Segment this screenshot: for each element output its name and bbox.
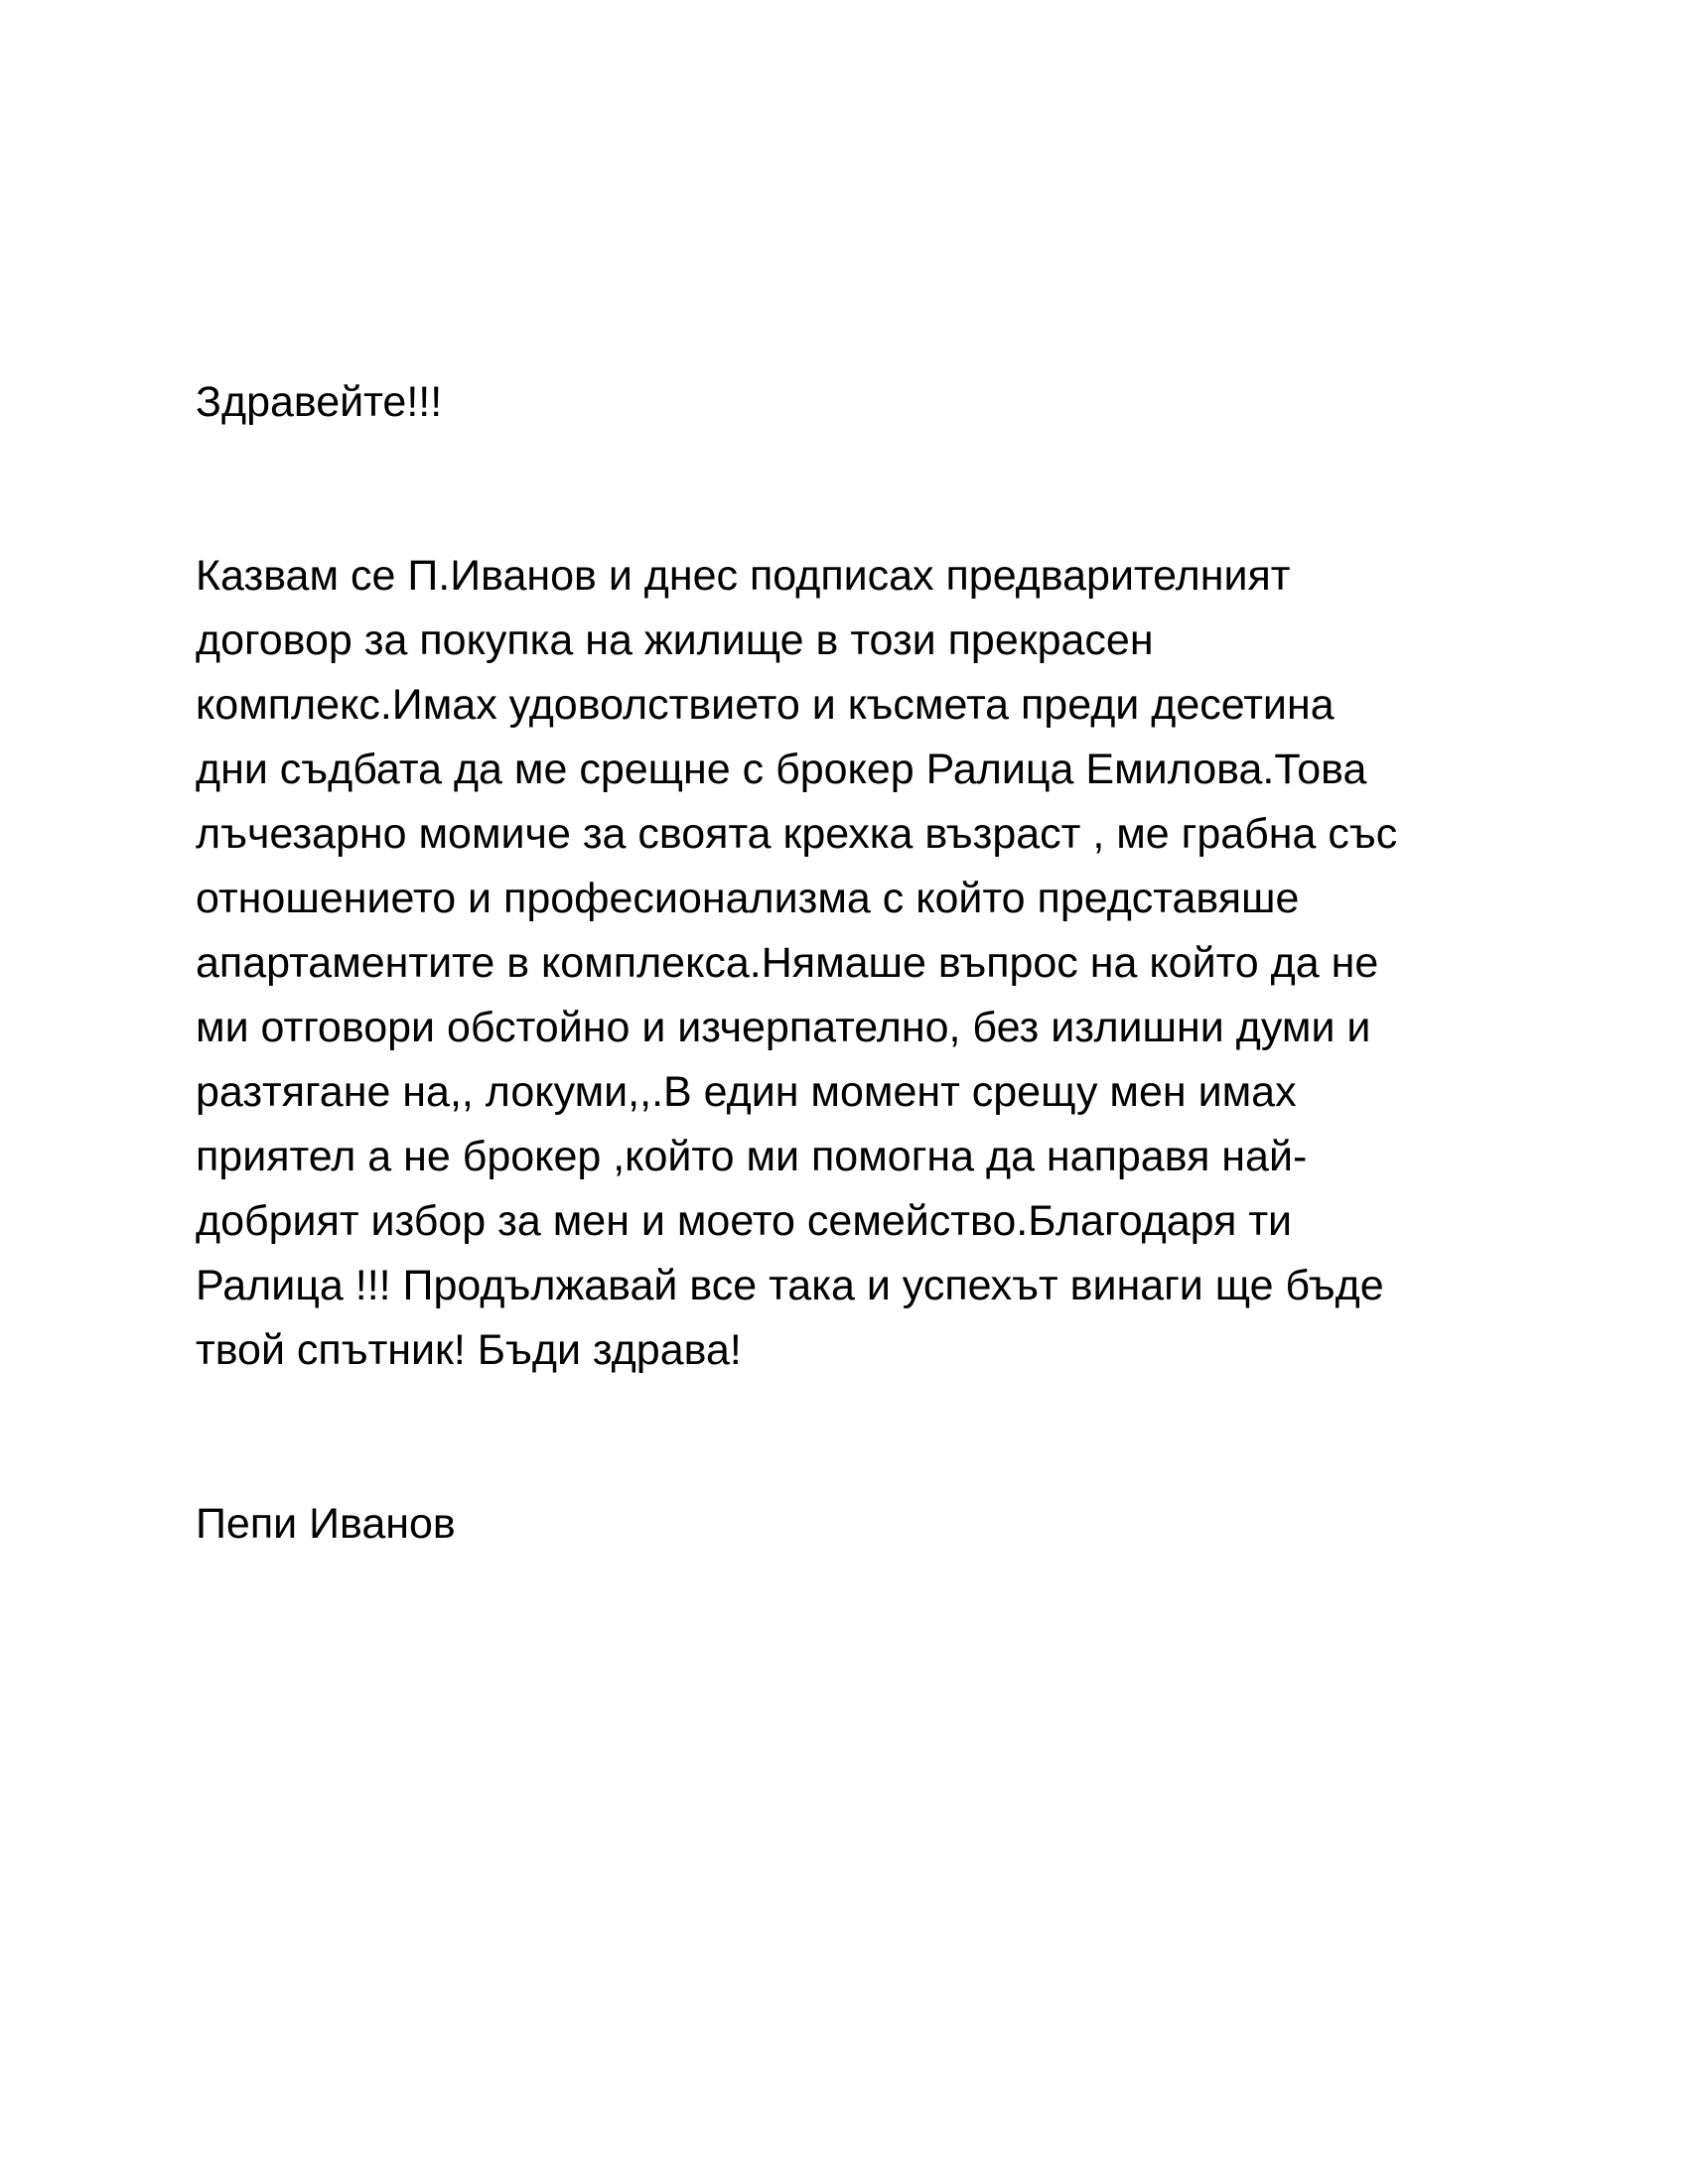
body-line: приятел а не брокер ,който ми помогна да направя най- [196,1133,1308,1180]
body-line: разтягане на,, локуми,,.В един момент срещу мен имах [196,1068,1297,1116]
body-line: ми отговори обстойно и изчерпателно, без излишни думи и [196,1004,1371,1051]
body-line: Казвам се П.Иванов и днес подписах предварителният [196,552,1291,600]
letter-body [196,544,1397,1383]
body-line: комплекс.Имах удоволствието и късмета преди десетина [196,681,1335,729]
body-line: лъчезарно момиче за своята крехка възраст , ме грабна със [196,810,1398,858]
letter-greeting: Здравейте!!! [196,378,443,426]
body-line: договор за покупка на жилище в този прекрасен [196,616,1154,664]
body-line: Ралица !!! Продължавай все така и успехът винаги ще бъде [196,1262,1384,1309]
body-line: твой спътник! Бъди здрава! [196,1326,742,1374]
body-line: дни съдбата да ме срещне с брокер Ралица Емилова.Това [196,746,1367,793]
body-line: отношението и професионализма с който представяше [196,875,1300,922]
body-line: апартаментите в комплекса.Нямаше въпрос на който да не [196,939,1379,987]
letter-signature: Пепи Иванов [196,1500,456,1548]
body-line: добрият избор за мен и моето семейство.Благодаря ти [196,1197,1293,1245]
